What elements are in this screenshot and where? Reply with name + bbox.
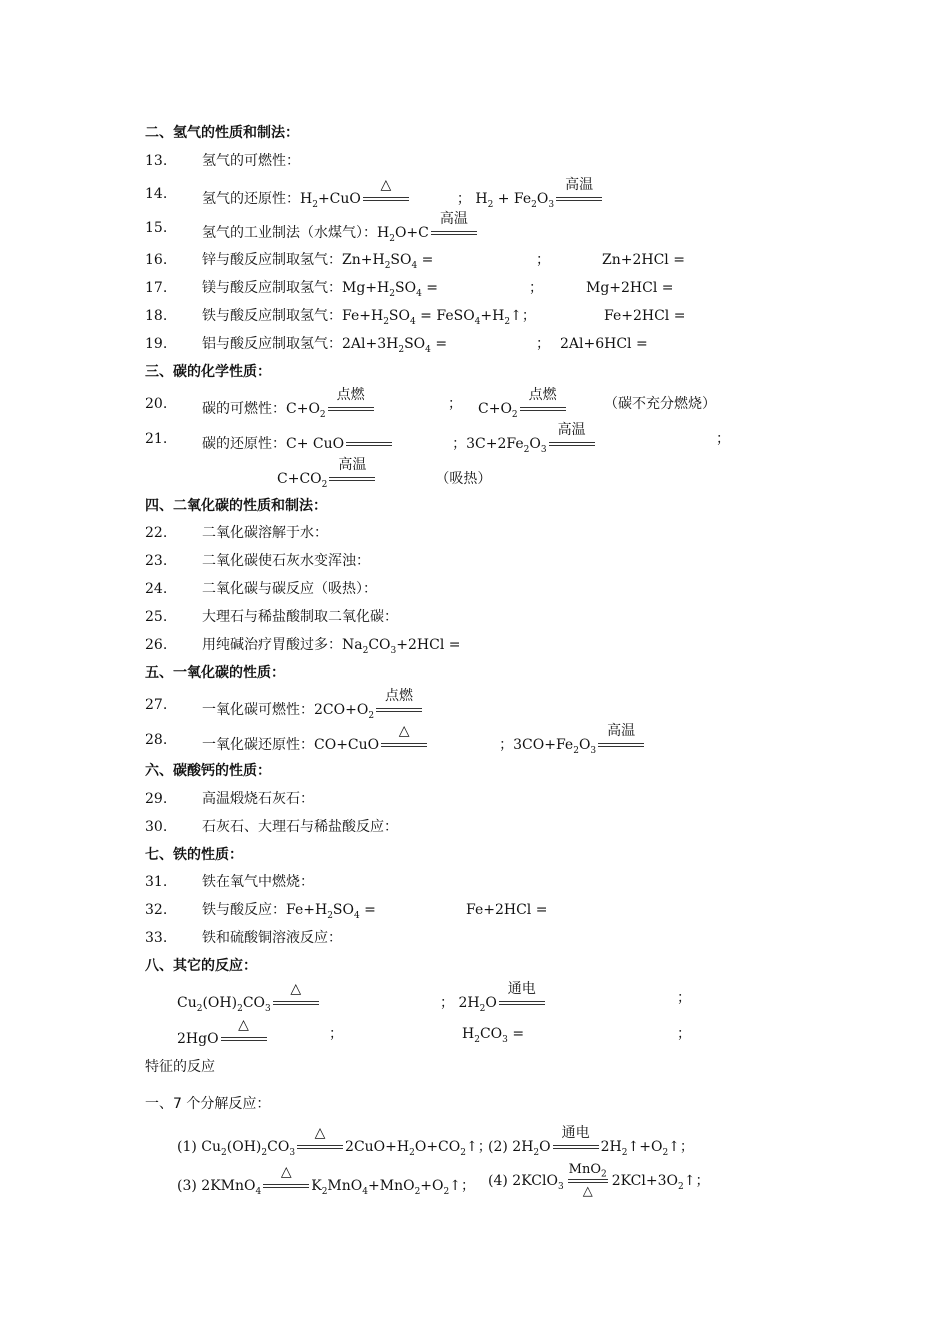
heat-condition: △ [381, 731, 427, 749]
item-text: 锌与酸反应制取氢气：$Zn+H_2SO_4$ = [202, 252, 434, 271]
item-text: 铁与酸反应：$Fe+H_2SO_4$ = [202, 902, 376, 921]
heat-condition: △ [363, 185, 409, 203]
equation-left: $Cu_2(OH)_2CO_3$ △ [177, 989, 321, 1018]
item-text: 氢气的可燃性： [202, 153, 300, 169]
item-number: 18. [145, 308, 168, 324]
catalyst-condition: $\frac{MnO_2}{\triangle}$ [568, 1162, 607, 1199]
item-number: 13. [145, 153, 168, 169]
high-temp-condition: 高温 [329, 465, 375, 483]
item-number: 25. [145, 609, 168, 625]
item-text: 镁与酸反应制取氢气：$Mg+H_2SO_4$ = [202, 280, 438, 299]
equation-right: ； $2H_2O$ 通电 [440, 989, 547, 1018]
item-text: 用纯碱治疗胃酸过多：$Na_2CO_3+2HCl$ = [202, 637, 461, 656]
equation-right: $H_2CO_3$ = [462, 1026, 525, 1045]
item-text: 二氧化碳溶解于水： [202, 525, 328, 541]
high-temp-condition: 高温 [556, 185, 602, 203]
item-number: 15. [145, 220, 168, 236]
separator: ； [716, 431, 730, 447]
item-text: 铁在氧气中燃烧： [202, 874, 314, 890]
item-21-continued: $C+CO_2$ 高温 （吸热） [277, 457, 492, 490]
item-number: 19. [145, 336, 168, 352]
item-text: 一氧化碳可燃性：$2CO+O_2$ 点燃 [202, 696, 424, 725]
item-text-2: Fe+2HCl = [466, 902, 548, 918]
item-text: 大理石与稀盐酸制取二氧化碳： [202, 609, 398, 625]
item-number: 31. [145, 874, 168, 890]
heat-condition: △ [273, 989, 319, 1007]
item-number: 20. [145, 396, 168, 412]
separator: ； [448, 396, 462, 412]
section-hydrogen: 二、氢气的性质和制法： [145, 125, 299, 141]
item-text-2: $C+O_2$ 点燃 [478, 395, 568, 424]
separator: ； [677, 1026, 691, 1042]
separator: ； [536, 252, 550, 268]
item-text: 二氧化碳使石灰水变浑浊： [202, 553, 370, 569]
item-number: 21. [145, 431, 168, 447]
item-text: 铝与酸反应制取氢气：$2Al+3H_2SO_4$ = [202, 336, 448, 355]
item-text: 碳的还原性：C+ CuO ；$3C+2Fe_2O_3$ 高温 [202, 430, 597, 459]
high-temp-condition: 高温 [549, 430, 595, 448]
separator: ； [329, 1026, 343, 1042]
high-temp-condition: 高温 [431, 219, 477, 237]
item-number: 27. [145, 697, 168, 713]
electrolysis-condition: 通电 [553, 1133, 599, 1151]
item-text: 一氧化碳还原性：CO+CuO △ ；$3CO+Fe_2O_3$ 高温 [202, 731, 646, 760]
item-number: 30. [145, 819, 168, 835]
reaction-1: (1) $Cu_2(OH)_2CO_3$ △ $2CuO+H_2O+CO_2↑$； [177, 1125, 492, 1158]
section-carbon: 三、碳的化学性质： [145, 364, 271, 380]
item-text: 碳的可燃性：$C+O_2$ 点燃 [202, 395, 376, 424]
ignite-condition: 点燃 [520, 395, 566, 413]
item-number: 14. [145, 186, 168, 202]
separator: ； [529, 280, 543, 296]
item-number: 33. [145, 930, 168, 946]
electrolysis-condition: 通电 [499, 989, 545, 1007]
note: （碳不充分燃烧） [604, 396, 716, 412]
item-text: 二氧化碳与碳反应（吸热）： [202, 581, 377, 597]
separator: ； [677, 990, 691, 1006]
section-carbon-monoxide: 五、一氧化碳的性质： [145, 665, 285, 681]
section-iron: 七、铁的性质： [145, 847, 243, 863]
separator: ； [536, 336, 550, 352]
equation-left: 2HgO △ [177, 1025, 269, 1048]
item-text: 氢气的还原性：$H_2+CuO$ △ ； $H_2 + Fe_2O_3$ 高温 [202, 185, 604, 214]
item-number: 32. [145, 902, 168, 918]
item-text: 铁和硫酸铜溶液反应： [202, 930, 342, 946]
item-number: 24. [145, 581, 168, 597]
note: （吸热） [435, 471, 492, 487]
section-carbon-dioxide: 四、二氧化碳的性质和制法： [145, 498, 327, 514]
item-number: 23. [145, 553, 168, 569]
item-number: 22. [145, 525, 168, 541]
reaction-2: (2) $2H_2O$ 通电 $2H_2↑+O_2↑$； [488, 1125, 694, 1158]
item-text: 氢气的工业制法（水煤气）：$H_2O+C$ 高温 [202, 219, 479, 248]
ignite-condition: 点燃 [376, 696, 422, 714]
item-number: 16. [145, 252, 168, 268]
item-text-2: 2Al+6HCl = [560, 336, 648, 352]
heat-condition: △ [297, 1133, 343, 1151]
feature-title: 特征的反应 [145, 1059, 215, 1075]
item-number: 17. [145, 280, 168, 296]
ignite-condition: 点燃 [328, 395, 374, 413]
item-number: 26. [145, 637, 168, 653]
section-other: 八、其它的反应： [145, 958, 257, 974]
item-text-2: Mg+2HCl = [586, 280, 674, 296]
item-number: 29. [145, 791, 168, 807]
item-text-2: Fe+2HCl = [604, 308, 686, 324]
reaction-3: (3) 2KMnO$_4$ △ $K_2MnO_4+MnO_2+O_2↑$； [177, 1164, 475, 1197]
reaction-4: (4) 2KClO$_3$ $\frac{MnO_2}{\triangle}$ $2KCl+3O_2↑$； [488, 1162, 710, 1199]
item-text: 高温煅烧石灰石： [202, 791, 314, 807]
section-calcium-carbonate: 六、碳酸钙的性质： [145, 763, 271, 779]
heat-condition: △ [221, 1025, 267, 1043]
heat-condition: △ [263, 1172, 309, 1190]
high-temp-condition: 高温 [598, 731, 644, 749]
feature-subtitle: 一、7 个分解反应： [145, 1096, 271, 1112]
blank-condition [346, 430, 392, 448]
item-number: 28. [145, 732, 168, 748]
item-text-2: Zn+2HCl = [602, 252, 685, 268]
item-text: 铁与酸反应制取氢气：$Fe+H_2SO_4$ = $FeSO_4+H_2↑$； [202, 308, 536, 327]
item-text: 石灰石、大理石与稀盐酸反应： [202, 819, 398, 835]
